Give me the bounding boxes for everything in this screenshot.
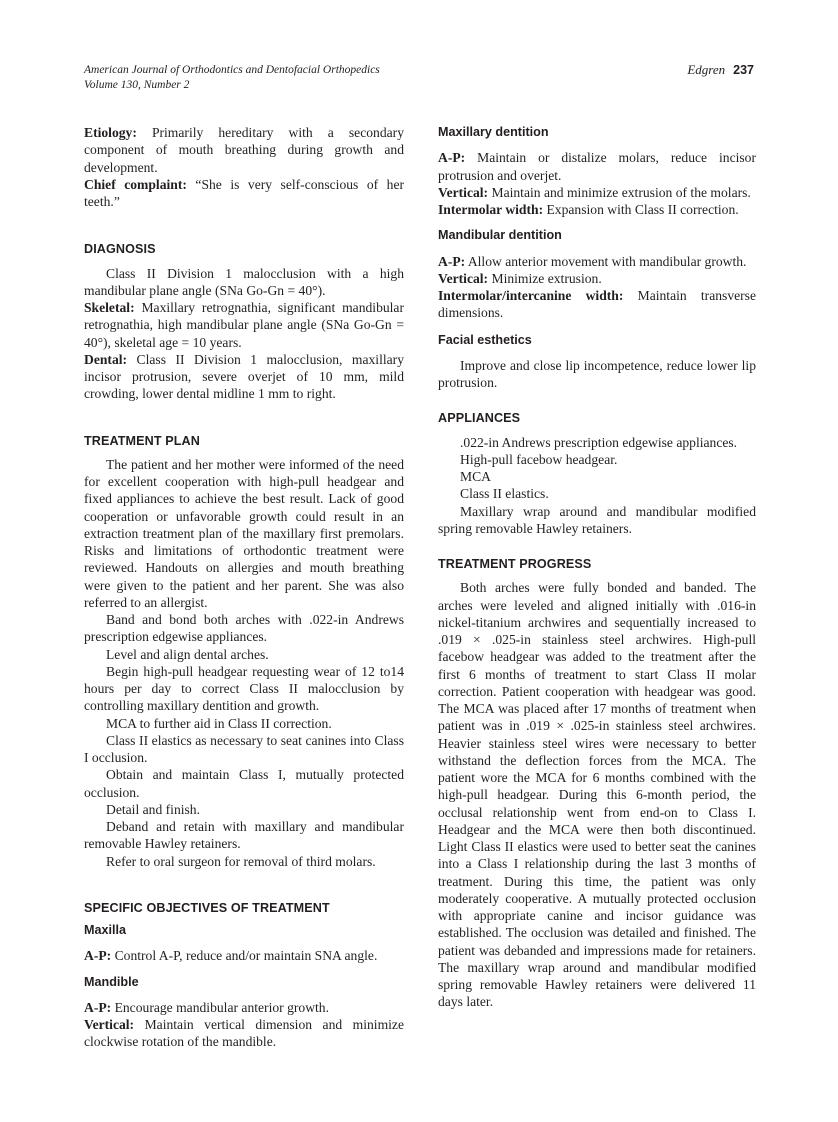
complaint-label: Chief complaint:	[84, 176, 187, 192]
plan-paragraph: Band and bond both arches with .022-in Andrews prescription edgewise appliances.	[84, 612, 404, 645]
mandent-ap	[438, 253, 756, 270]
mandible-ap	[84, 999, 404, 1016]
plan-paragraph: Begin high-pull headgear requesting wear of 12 to14 hours per day to correct Class II malocclusion by controlling maxillary dentition and growth.	[84, 663, 404, 714]
plan-paragraph: MCA to further aid in Class II correction.	[106, 715, 332, 731]
dental-label: Dental:	[84, 351, 128, 367]
skeletal-label: Skeletal:	[84, 300, 135, 315]
appliance-item: Maxillary wrap around and mandibular modified spring removable Hawley retainers.	[438, 503, 756, 536]
maxilla-ap	[84, 947, 404, 964]
appliance-item: Class II elastics.	[460, 486, 549, 502]
maxdent-ap	[438, 149, 756, 184]
label: Vertical:	[438, 270, 489, 286]
journal-volume: Volume 130, Number 2	[84, 79, 190, 91]
appliance-item: .022-in Andrews prescription edgewise appliances.	[460, 434, 738, 450]
right-column	[438, 124, 756, 1011]
text: Maintain or distalize molars, reduce incisor protrusion and overjet.	[438, 150, 756, 183]
label: Intermolar width:	[438, 202, 544, 217]
appliance-item: High-pull facebow headgear.	[460, 451, 618, 467]
treatment-progress-heading: TREATMENT PROGRESS	[438, 557, 592, 571]
plan-paragraph: Level and align dental arches.	[106, 646, 269, 662]
maxdent-vertical	[438, 184, 756, 201]
text: Maintain and minimize extrusion of the molars.	[488, 184, 751, 200]
label: A-P:	[438, 253, 466, 269]
plan-paragraph: Deband and retain with maxillary and mandibular removable Hawley retainers.	[84, 819, 404, 852]
mandible-ap-label: A-P:	[84, 999, 112, 1015]
running-header	[84, 63, 380, 93]
diagnosis-intro: Class II Division 1 malocclusion with a high mandibular plane angle (SNa Go-Gn = 40°).	[84, 265, 404, 298]
maxdent-width	[438, 201, 756, 218]
etiology-text: Primarily hereditary with a secondary component of mouth breathing during growth and development.	[84, 125, 404, 175]
mandible-vertical-label: Vertical:	[84, 1017, 135, 1032]
etiology	[84, 124, 404, 176]
appliance-item: MCA	[460, 469, 491, 484]
maxillary-dentition-heading: Maxillary dentition	[438, 125, 549, 139]
maxilla-heading: Maxilla	[84, 923, 126, 937]
dental	[84, 351, 404, 403]
plan-paragraph: Detail and finish.	[106, 801, 201, 817]
treatment-progress-text: Both arches were fully bonded and banded. The arches were leveled and aligned initially with .016-in nickel-titanium archwires and sequentially increased to .019 × .025-in stainless steel archwires. High-pull facebow headgear was added to the treatment after the first 6 months of treatment to start Class II molar correction. Patient cooperation with headgear was good. The MCA was placed after 17 months of treatment when patient was in .019 × .025-in stainless steel archwires. Heavier stainless steel wires were necessary to better withstand the deflection forces from the MCA. The patient wore the MCA for 6 months combined with the high-pull headgear. During this 6-month period, the occlusal relationship went from end-on to Class I. Headgear and the MCA were then both discontinued. Light Class II elastics were used to better seat the canines into a Class I relationship during the last 3 months of treatment. During this time, the patient was only moderately cooperative. A mutually protected occlusion with appropriate canine and incisor guidance was established. The occlusion was detailed and finished. The patient was debanded and impressions made for retainers. The maxillary wrap around and mandibular modified spring removable Hawley retainers were delivered 11 days later.	[438, 580, 756, 1010]
text: Allow anterior movement with mandibular growth.	[465, 253, 747, 269]
mandent-vertical	[438, 270, 756, 287]
complaint-text: “She is very self-conscious of her teeth.”	[84, 176, 405, 209]
dental-text: Class II Division 1 malocclusion, maxillary incisor protrusion, severe overjet of 10 mm, mild crowding, lower dental midline 1 mm to right.	[84, 351, 404, 402]
text: Minimize extrusion.	[488, 270, 602, 286]
facial-esthetics-heading: Facial esthetics	[438, 332, 532, 347]
author-name: Edgren	[687, 62, 726, 77]
label: Intermolar/intercanine width:	[438, 288, 624, 303]
text: Expansion with Class II correction.	[543, 202, 739, 217]
page-number: 237	[733, 63, 754, 77]
page-header-right	[687, 62, 754, 78]
left-column	[84, 124, 404, 1051]
mandible-vertical	[84, 1016, 404, 1051]
skeletal	[84, 299, 404, 351]
mandibular-dentition-heading: Mandibular dentition	[438, 228, 562, 243]
mandent-width	[438, 287, 756, 322]
appliances-heading: APPLIANCES	[438, 411, 521, 426]
journal-title: American Journal of Orthodontics and Dentofacial Orthopedics	[84, 64, 380, 76]
plan-paragraph: Refer to oral surgeon for removal of third molars.	[106, 853, 376, 869]
maxilla-ap-text: Control A-P, reduce and/or maintain SNA angle.	[111, 948, 378, 964]
plan-paragraph: Obtain and maintain Class I, mutually protected occlusion.	[84, 767, 404, 800]
plan-paragraph: The patient and her mother were informed of the need for excellent cooperation with high-pull headgear and fixed appliances to achieve the best result. Lack of good cooperation or unfavorable growth could result in an extraction treatment plan of the maxillary first premolars. Risks and limitations of orthodontic treatment were reviewed. Handouts on allergies and mouth breathing were given to the patient and her parent. She was also referred to an allergist.	[84, 456, 404, 610]
label: A-P:	[438, 150, 466, 166]
maxilla-ap-label: A-P:	[84, 948, 112, 964]
etiology-label: Etiology:	[84, 125, 137, 140]
mandible-vertical-text: Maintain vertical dimension and minimize clockwise rotation of the mandible.	[84, 1017, 404, 1050]
mandible-heading: Mandible	[84, 974, 139, 989]
objectives-heading: SPECIFIC OBJECTIVES OF TREATMENT	[84, 900, 330, 915]
mandible-ap-text: Encourage mandibular anterior growth.	[111, 999, 329, 1015]
skeletal-text: Maxillary retrognathia, significant mandibular retrognathia, high mandibular plane angle (SNa Go-Gn = 40°), skeletal age = 10 years.	[84, 300, 404, 350]
text: Maintain transverse dimensions.	[438, 288, 757, 321]
diagnosis-heading: DIAGNOSIS	[84, 242, 156, 257]
chief-complaint	[84, 176, 404, 211]
facial-esthetics-text: Improve and close lip incompetence, reduce lower lip protrusion.	[438, 357, 756, 390]
label: Vertical:	[438, 184, 489, 200]
treatment-plan-heading: TREATMENT PLAN	[84, 433, 200, 448]
plan-paragraph: Class II elastics as necessary to seat canines into Class I occlusion.	[84, 732, 404, 765]
